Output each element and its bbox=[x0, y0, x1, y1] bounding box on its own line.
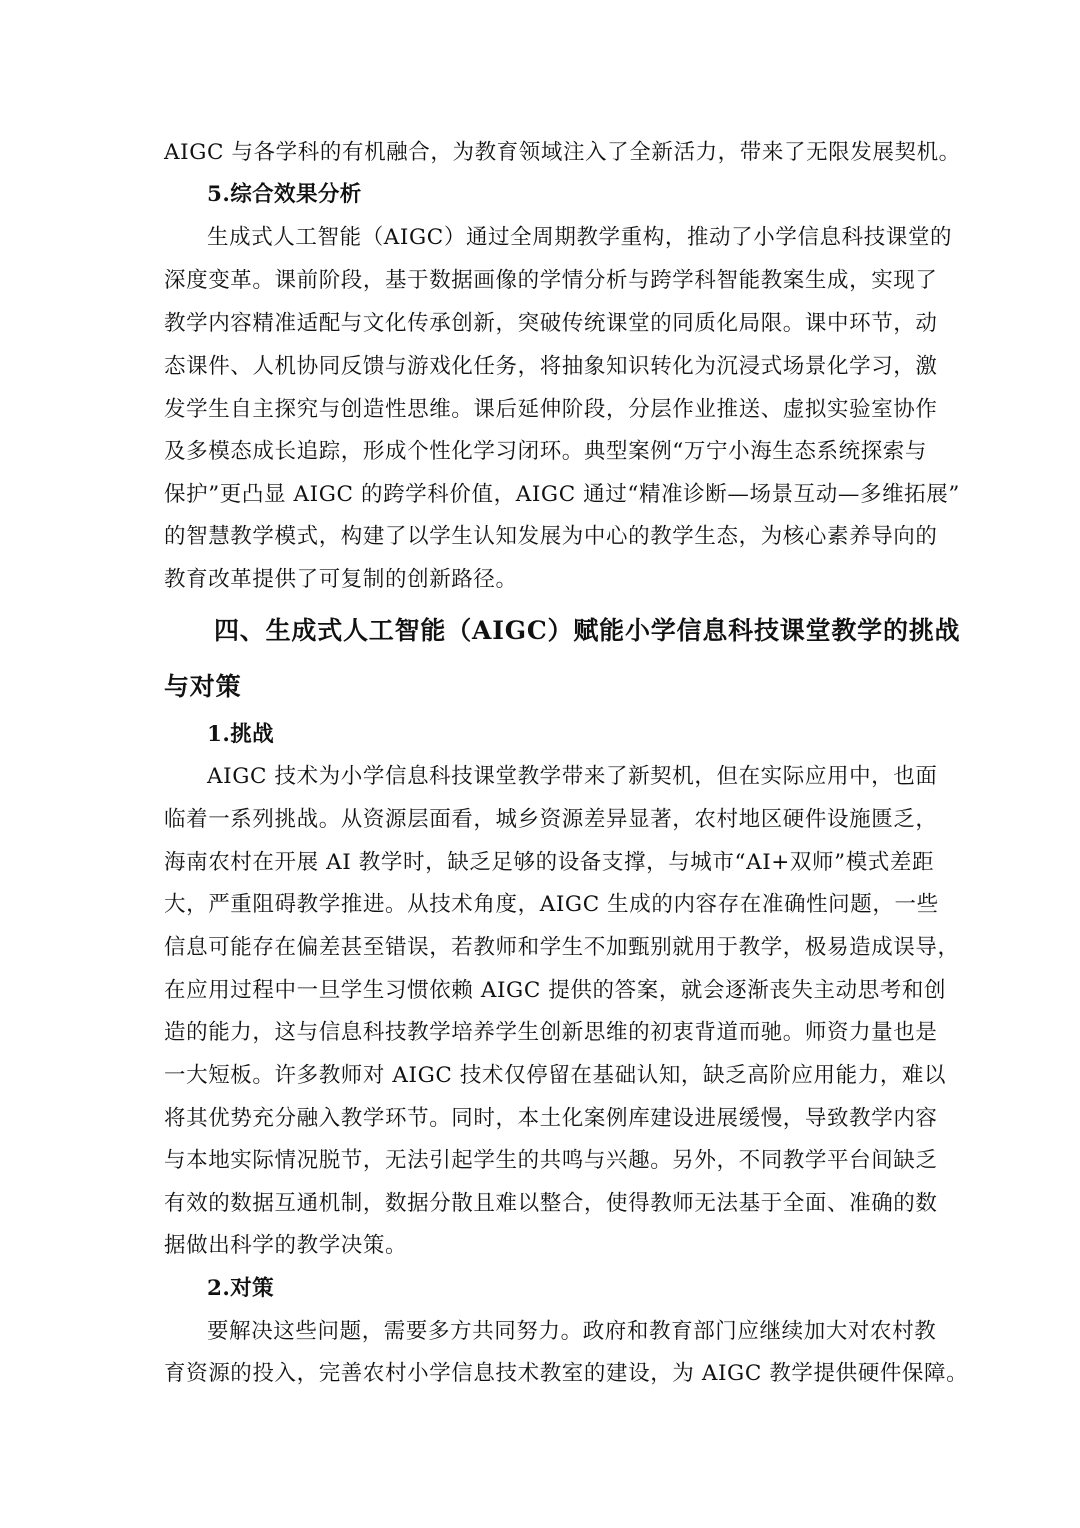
challenge-heading: 1.挑战 bbox=[207, 722, 275, 747]
paragraph-line: 保护”更凸显 AIGC 的跨学科价值，AIGC 通过“精准诊断—场景互动—多维拓展” bbox=[164, 482, 960, 507]
paragraph-line: 一大短板。许多教师对 AIGC 技术仅停留在基础认知，缺乏高阶应用能力，难以 bbox=[164, 1063, 947, 1088]
paragraph-line: 造的能力，这与信息科技教学培养学生创新思维的初衷背道而驰。师资力量也是 bbox=[164, 1020, 938, 1045]
paragraph-line: 大，严重阻碍教学推进。从技术角度，AIGC 生成的内容存在准确性问题，一些 bbox=[164, 892, 939, 917]
paragraph-line: 生成式人工智能（AIGC）通过全周期教学重构，推动了小学信息科技课堂的 bbox=[207, 225, 953, 250]
paragraph-line: 深度变革。课前阶段，基于数据画像的学情分析与跨学科智能教案生成，实现了 bbox=[164, 268, 938, 293]
paragraph-line: 海南农村在开展 AI 教学时，缺乏足够的设备支撑，与城市“AI+双师”模式差距 bbox=[164, 850, 935, 875]
paragraph-line: 要解决这些问题，需要多方共同努力。政府和教育部门应继续加大对农村教 bbox=[207, 1319, 937, 1344]
paragraph-line: AIGC 与各学科的有机融合，为教育领域注入了全新活力，带来了无限发展契机。 bbox=[164, 140, 961, 165]
paragraph-line: 在应用过程中一旦学生习惯依赖 AIGC 提供的答案，就会逐渐丧失主动思考和创 bbox=[164, 978, 947, 1003]
section-title-line-2: 与对策 bbox=[164, 672, 242, 701]
paragraph-line: 有效的数据互通机制，数据分散且难以整合，使得教师无法基于全面、准确的数 bbox=[164, 1191, 938, 1216]
section-title-line-1: 四、生成式人工智能（AIGC）赋能小学信息科技课堂教学的挑战 bbox=[214, 616, 961, 645]
paragraph-line: 临着一系列挑战。从资源层面看，城乡资源差异显著，农村地区硬件设施匮乏， bbox=[164, 807, 938, 832]
paragraph-line: 的智慧教学模式，构建了以学生认知发展为中心的教学生态，为核心素养导向的 bbox=[164, 524, 938, 549]
paragraph-line: 教育改革提供了可复制的创新路径。 bbox=[164, 567, 518, 592]
measures-heading: 2.对策 bbox=[207, 1276, 275, 1301]
paragraph-line: 与本地实际情况脱节，无法引起学生的共鸣与兴趣。另外，不同教学平台间缺乏 bbox=[164, 1148, 938, 1173]
paragraph-line: 育资源的投入，完善农村小学信息技术教室的建设，为 AIGC 教学提供硬件保障。 bbox=[164, 1361, 969, 1386]
paragraph-line: 发学生自主探究与创造性思维。课后延伸阶段，分层作业推送、虚拟实验室协作 bbox=[164, 397, 938, 422]
section-5-heading: 5.综合效果分析 bbox=[207, 182, 362, 207]
paragraph-line: 及多模态成长追踪，形成个性化学习闭环。典型案例“万宁小海生态系统探索与 bbox=[164, 439, 927, 464]
paragraph-line: 信息可能存在偏差甚至错误，若教师和学生不加甄别就用于教学，极易造成误导， bbox=[164, 935, 960, 960]
paragraph-line: 教学内容精准适配与文化传承创新，突破传统课堂的同质化局限。课中环节，动 bbox=[164, 311, 938, 336]
paragraph-line: 据做出科学的教学决策。 bbox=[164, 1233, 408, 1258]
paragraph-line: 将其优势充分融入教学环节。同时，本土化案例库建设进展缓慢，导致教学内容 bbox=[164, 1106, 938, 1131]
paragraph-line: AIGC 技术为小学信息科技课堂教学带来了新契机，但在实际应用中，也面 bbox=[207, 764, 938, 789]
paragraph-line: 态课件、人机协同反馈与游戏化任务，将抽象知识转化为沉浸式场景化学习，激 bbox=[164, 354, 938, 379]
